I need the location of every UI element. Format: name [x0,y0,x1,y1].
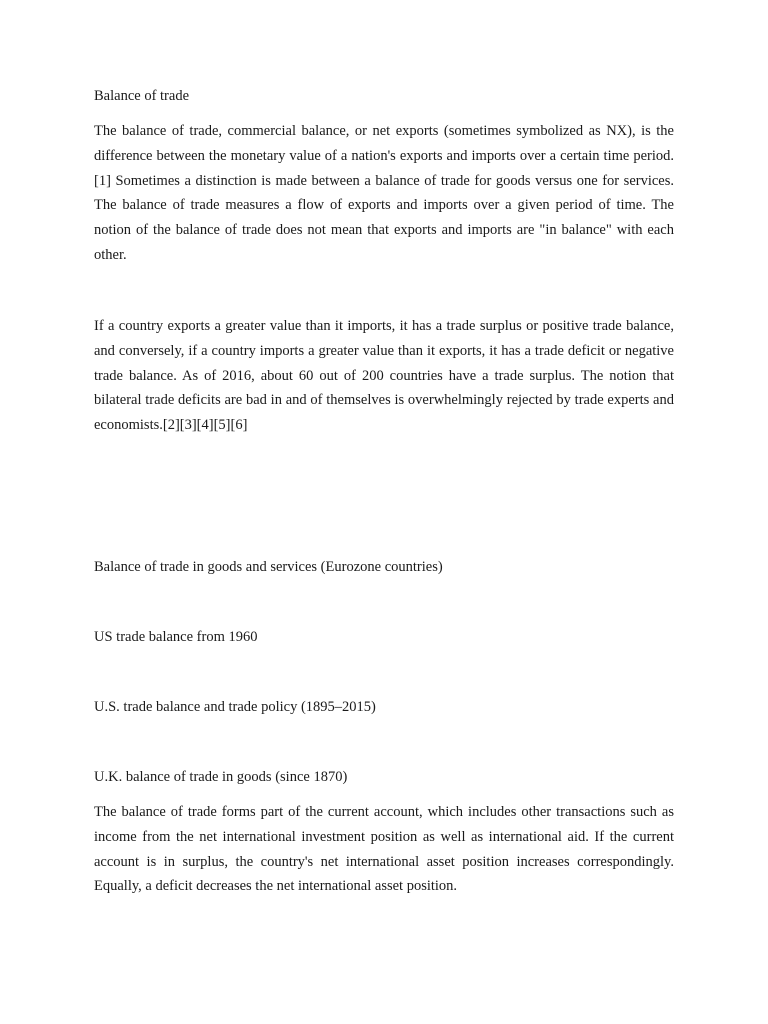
paragraph-surplus-deficit: If a country exports a greater value than it imports, it has a trade surplus or positive trade balance, and conversely, if a country imports a greater value than it exports, it has a trade deficit or negative trade balance. As of 2016, about 60 out of 200 countries have a trade surplus. The notion that bilateral trade deficits are bad in and of themselves is overwhelmingly rejected by trade experts and economists.[2][3][4][5][6] [94,318,674,434]
paragraph-definition: The balance of trade, commercial balance, or net exports (sometimes symbolized as NX), is the difference between the monetary value of a nation's exports and imports over a certain time period.[1] Sometimes a distinction is made between a balance of trade for goods versus one for services. The balance of trade measures a flow of exports and imports over a given period of time. The notion of the balance of trade does not mean that exports and imports are "in balance" with each other. [94,123,674,263]
figure-caption-us-policy: U.S. trade balance and trade policy (1895–2015) [94,699,376,715]
paragraph-current-account: The balance of trade forms part of the current account, which includes other transactions such as income from the net international investment position as well as international aid. If the current account is in surplus, the country's net international asset position increases correspondingly. Equally, a deficit decreases the net international asset position. [94,804,674,895]
figure-caption-uk: U.K. balance of trade in goods (since 1870) [94,769,348,785]
figure-caption-us-1960: US trade balance from 1960 [94,629,258,645]
document-title: Balance of trade [94,88,190,104]
figure-caption-eurozone: Balance of trade in goods and services (Eurozone countries) [94,559,443,575]
